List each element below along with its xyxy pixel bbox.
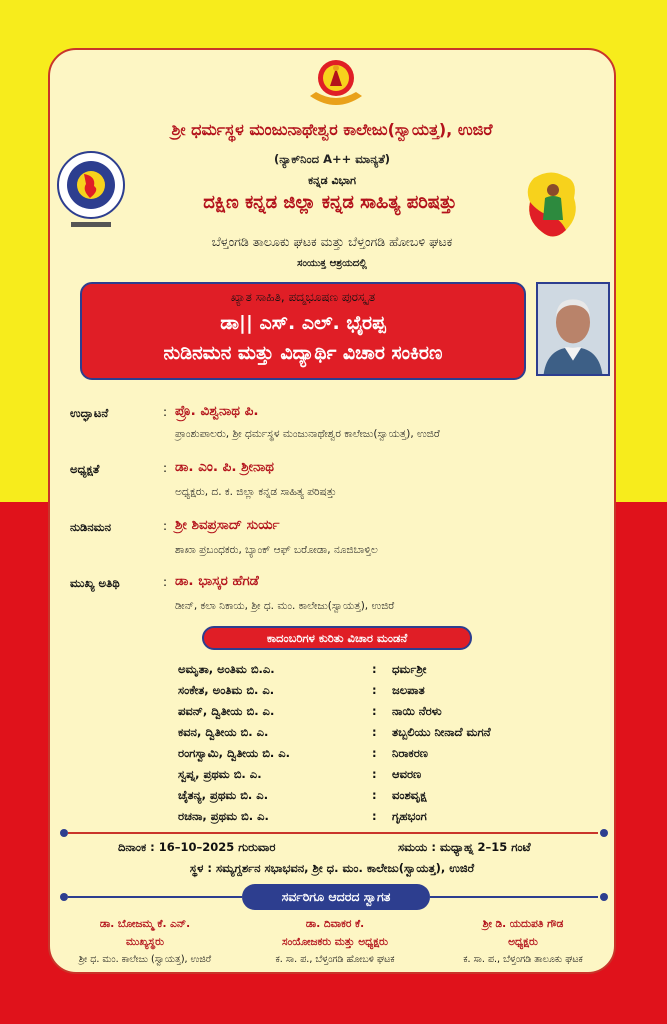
event-venue: ಸ್ಥಳ : ಸಮ್ಯಗ್ದರ್ಶನ ಸಭಾಭವನ, ಶ್ರೀ ಧ. ಮಂ. ಕಾಲೇಜು(ಸ್ವಾಯತ್ತ), ಉಜಿರೆ [189,861,475,875]
participant-desc: ಡೀನ್, ಕಲಾ ನಿಕಾಯ, ಶ್ರೀ ಧ. ಮಂ. ಕಾಲೇಜು(ಸ್ವಾಯತ್ತ), ಉಜಿರೆ [175,600,395,612]
seminar-speaker: ರಂಗಸ್ವಾಮಿ, ದ್ವಿತೀಯ ಬಿ. ಎ. [178,746,291,760]
joint-auspices: ಸಂಯುಕ್ತ ಆಶ್ರಯದಲ್ಲಿ [297,258,367,269]
karnataka-map-bhuvaneshwari-logo [520,168,586,242]
colon: : [163,519,168,533]
colon: : [372,725,377,739]
participant-desc: ಪ್ರಾಂಶುಪಾಲರು, ಶ್ರೀ ಧರ್ಮಸ್ಥಳ ಮಂಜುನಾಥೇಶ್ವರ ಕಾಲೇಜು(ಸ್ವಾಯತ್ತ), ಉಜಿರೆ [175,428,440,440]
divider-line [430,896,598,898]
participant-role: ಉದ್ಘಾಟನೆ [70,406,109,420]
seminar-speaker: ಅಮೃತಾ, ಅಂತಿಮ ಬಿ.ಎ. [178,662,275,676]
seminar-topic: ಆವರಣ [392,767,422,781]
seminar-title: ಕಾದಂಬರಿಗಳ ಕುರಿತು ವಿಚಾರ ಮಂಡನೆ [202,626,472,650]
participant-name: ಶ್ರೀ ಶಿವಪ್ರಸಾದ್ ಸುರ್ಯ [175,517,280,533]
colon: : [372,746,377,760]
seminar-topic: ತಬ್ಬಲಿಯು ನೀನಾದೆ ಮಗನೆ [392,725,491,739]
colon: : [372,788,377,802]
invitation-card [48,48,616,974]
participant-role: ಅಧ್ಯಕ್ಷತೆ [70,462,100,476]
signatory-org: ಕ. ಸಾ. ಪ., ಬೆಳ್ತಂಗಡಿ ತಾಲೂಕು ಘಟಕ [463,954,583,965]
seminar-topic: ನಾಯಿ ನೆರಳು [392,704,442,718]
signatory-title: ಸಂಯೋಜಕರು ಮತ್ತು ಅಧ್ಯಕ್ಷರು [282,936,388,948]
participant-name: ಪ್ರೊ. ವಿಶ್ವನಾಥ ಪಿ. [175,403,259,419]
seminar-topic: ವಂಶವೃಕ್ಷ [392,788,427,802]
colon: : [163,575,168,589]
tribute-banner [80,282,526,380]
college-name: ಶ್ರೀ ಧರ್ಮಸ್ಥಳ ಮಂಜುನಾಥೇಶ್ವರ ಕಾಲೇಜು(ಸ್ವಾಯತ್ತ), ಉಜಿರೆ [171,120,493,139]
seminar-speaker: ಚೈತನ್ಯ, ಪ್ರಥಮ ಬಿ. ಎ. [178,788,269,802]
seminar-topic: ಧರ್ಮಶ್ರೀ [392,662,427,676]
department-name: ಕನ್ನಡ ವಿಭಾಗ [308,174,356,187]
parishat-name: ದಕ್ಷಿಣ ಕನ್ನಡ ಜಿಲ್ಲಾ ಕನ್ನಡ ಸಾಹಿತ್ಯ ಪರಿಷತ್ತು [203,192,457,213]
signatory-title: ಮುಖ್ಯಸ್ಥರು [126,936,164,948]
participant-name: ಡಾ. ಭಾಸ್ಕರ ಹೆಗಡೆ [175,573,259,589]
seminar-speaker: ಸಂಕೇತ, ಅಂತಿಮ ಬಿ. ಎ. [178,683,275,697]
signatory-name: ಡಾ. ಬೋಜಮ್ಮ ಕೆ. ಎನ್. [99,918,191,930]
colon: : [372,809,377,823]
participant-desc: ಶಾಖಾ ಪ್ರಬಂಧಕರು, ಬ್ಯಾಂಕ್ ಆಫ್ ಬರೋಡಾ, ನೂಜಿಬಾಳ್ತಿಲ [175,544,378,556]
portrait-photo [536,282,610,376]
event-date: ದಿನಾಂಕ : 16–10–2025 ಗುರುವಾರ [118,840,276,854]
seminar-topic: ನಿರಾಕರಣ [392,746,428,760]
colon: : [163,461,168,475]
kannada-sahitya-parishat-logo [56,150,126,232]
participant-desc: ಅಧ್ಯಕ್ಷರು, ದ. ಕ. ಜಿಲ್ಲಾ ಕನ್ನಡ ಸಾಹಿತ್ಯ ಪರಿಷತ್ತು [175,486,337,498]
welcome-badge: ಸರ್ವರಿಗೂ ಆದರದ ಸ್ವಾಗತ [242,884,430,910]
banner-honoree-name: ಡಾ|| ಎಸ್. ಎಲ್. ಭೈರಪ್ಪ [220,312,386,334]
signatory-name: ಶ್ರೀ ಡಿ. ಯದುಪತಿ ಗೌಡ [482,918,564,930]
divider-dot [60,893,68,901]
divider-dot [600,829,608,837]
divider-dot [60,829,68,837]
divider-line [68,896,242,898]
signatory-title: ಅಧ್ಯಕ್ಷರು [508,936,538,948]
signatory-org: ಕ. ಸಾ. ಪ., ಬೆಳ್ತಂಗಡಿ ಹೋಬಳಿ ಘಟಕ [275,954,395,965]
colon: : [372,767,377,781]
seminar-speaker: ಕವನ, ದ್ವಿತೀಯ ಬಿ. ಎ. [178,725,269,739]
colon: : [372,683,377,697]
college-emblem-logo [306,56,366,108]
organizing-units: ಬೆಳ್ತಂಗಡಿ ತಾಲೂಕು ಘಟಕ ಮತ್ತು ಬೆಳ್ತಂಗಡಿ ಹೋಬಳಿ ಘಟಕ [211,234,453,249]
participant-role: ನುಡಿನಮನ [70,520,112,534]
colon: : [163,405,168,419]
seminar-speaker: ರಚನಾ, ಪ್ರಥಮ ಬಿ. ಎ. [178,809,269,823]
seminar-topic: ಗೃಹಭಂಗ [392,809,427,823]
seminar-topic: ಜಲಪಾತ [392,683,425,697]
signatory-name: ಡಾ. ದಿವಾಕರ ಕೆ. [305,918,365,930]
naac-accreditation: (ನ್ಯಾಕ್‌ನಿಂದ A++ ಮಾನ್ಯತೆ) [273,152,391,166]
banner-subtitle: ಖ್ಯಾತ ಸಾಹಿತಿ, ಪದ್ಮಭೂಷಣ ಪುರಸ್ಕೃತ [230,290,376,304]
colon: : [372,704,377,718]
seminar-speaker: ಪವನ್, ದ್ವಿತೀಯ ಬಿ. ಎ. [178,704,275,718]
banner-event-title: ನುಡಿನಮನ ಮತ್ತು ವಿದ್ಯಾರ್ಥಿ ವಿಚಾರ ಸಂಕಿರಣ [163,342,443,364]
seminar-speaker: ಸ್ವಪ್ನ, ಪ್ರಥಮ ಬಿ. ಎ. [178,767,262,781]
divider-line [68,832,598,834]
participant-role: ಮುಖ್ಯ ಅತಿಥಿ [70,576,120,590]
divider-dot [600,893,608,901]
signatory-org: ಶ್ರೀ ಧ. ಮಂ. ಕಾಲೇಜು (ಸ್ವಾಯತ್ತ), ಉಜಿರೆ [78,954,212,965]
event-time: ಸಮಯ : ಮಧ್ಯಾಹ್ನ 2–15 ಗಂಟೆ [398,840,531,854]
participant-name: ಡಾ. ಎಂ. ಪಿ. ಶ್ರೀನಾಥ [175,459,275,475]
colon: : [372,662,377,676]
